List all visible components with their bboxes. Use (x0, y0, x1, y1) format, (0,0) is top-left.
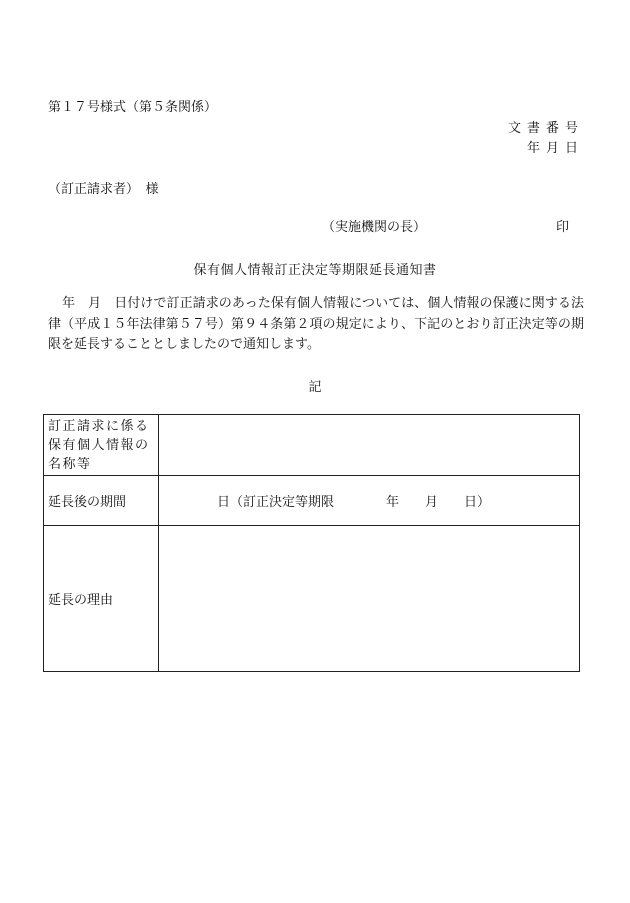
table-row (44, 526, 580, 672)
body-line-2: する法律（平成１５年法律第５７号）第９４条第２項の規定により、下記のとおり訂正決 (48, 296, 584, 332)
document-date-label: 年月日 (526, 141, 584, 156)
extended-period-text: 日（訂正決定等期限 年 月 日） (217, 495, 491, 510)
extended-period-label: 延長後の期間 (44, 476, 159, 526)
info-name-label (44, 415, 159, 476)
info-name-label-line: 訂正請求に係る (48, 418, 150, 434)
record-table (43, 414, 580, 672)
document-number-label: 文書番号 (507, 121, 584, 136)
extended-period-value (159, 476, 580, 526)
body-line-3: 定等の期限を延長することとしましたので通知します。 (48, 316, 584, 352)
extension-reason-value (159, 526, 580, 672)
addressee: （訂正請求者） 様 (48, 182, 159, 197)
info-name-value (159, 415, 580, 476)
extension-reason-label: 延長の理由 (44, 526, 159, 672)
seal-mark: 印 (556, 220, 570, 235)
body-paragraph (48, 294, 584, 356)
body-line-1: 年 月 日付けで訂正請求のあった保有個人情報については、個人情報の保護に関 (62, 296, 545, 311)
table-row (44, 415, 580, 476)
table-row (44, 476, 580, 526)
form-number: 第１７号様式（第５条関係） (48, 100, 218, 115)
agency-head: （実施機関の長） (322, 220, 427, 235)
document-title: 保有個人情報訂正決定等期限延長通知書 (193, 263, 437, 278)
info-name-label-line: 名称等 (48, 456, 92, 472)
info-name-label-line: 保有個人情報の (48, 437, 150, 453)
ki-heading: 記 (308, 380, 322, 395)
